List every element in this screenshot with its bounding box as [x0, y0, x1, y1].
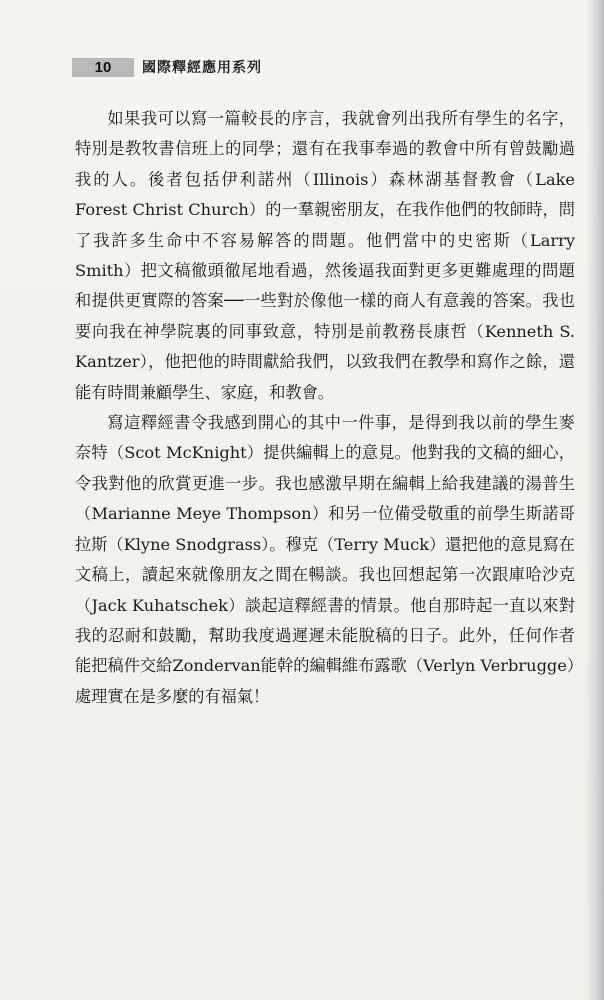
paragraph-1: 如果我可以寫一篇較長的序言，我就會列出我所有學生的名字，特別是教牧書信班上的同學；還有在我事奉過的教會中所有曾鼓勵過我的人。後者包括伊利諾州（Illinois）森林湖基督教會（Lake Forest Christ Church）的一羣親密朋友，在我作他們的牧師時，問了我許多生命中不容易解答的問題。他們當中的史密斯（Larry Smith）把文稿徹頭徹尾地看過，然後逼我面對更多更難處理的問題和提供更實際的答案──一些對於像他一樣的商人有意義的答案。我也要向我在神學院裏的同事致意，特別是前教務長康哲（Kenneth S. Kantzer），他把他的時間獻給我們，以致我們在教學和寫作之餘，還能有時間兼顧學生、家庭，和教會。 — [75, 109, 575, 402]
paragraph-2: 寫這釋經書令我感到開心的其中一件事，是得到我以前的學生麥奈特（Scot McKnight）提供編輯上的意見。他對我的文稿的細心，令我對他的欣賞更進一步。我也感激早期在編輯上給我建議的湯普生（Marianne Meye Thompson）和另一位備受敬重的前學生斯諾哥拉斯（Klyne Snodgrass）。穆克（Terry Muck）還把他的意見寫在文稿上，讀起來就像朋友之間在暢談。我也回想起第一次跟庫哈沙克（Jack Kuhatschek）談起這釋經書的情景。他自那時起一直以來對我的忍耐和鼓勵，幫助我度過遲遲未能脫稿的日子。此外，任何作者能把稿件交給Zondervan能幹的編輯維布露歌（Verlyn Verbrugge）處理實在是多麼的有福氣！ — [75, 413, 575, 706]
page-number: 10 — [72, 58, 134, 77]
series-title: 國際釋經應用系列 — [142, 60, 262, 76]
running-header — [72, 57, 262, 77]
body-text — [75, 104, 575, 712]
